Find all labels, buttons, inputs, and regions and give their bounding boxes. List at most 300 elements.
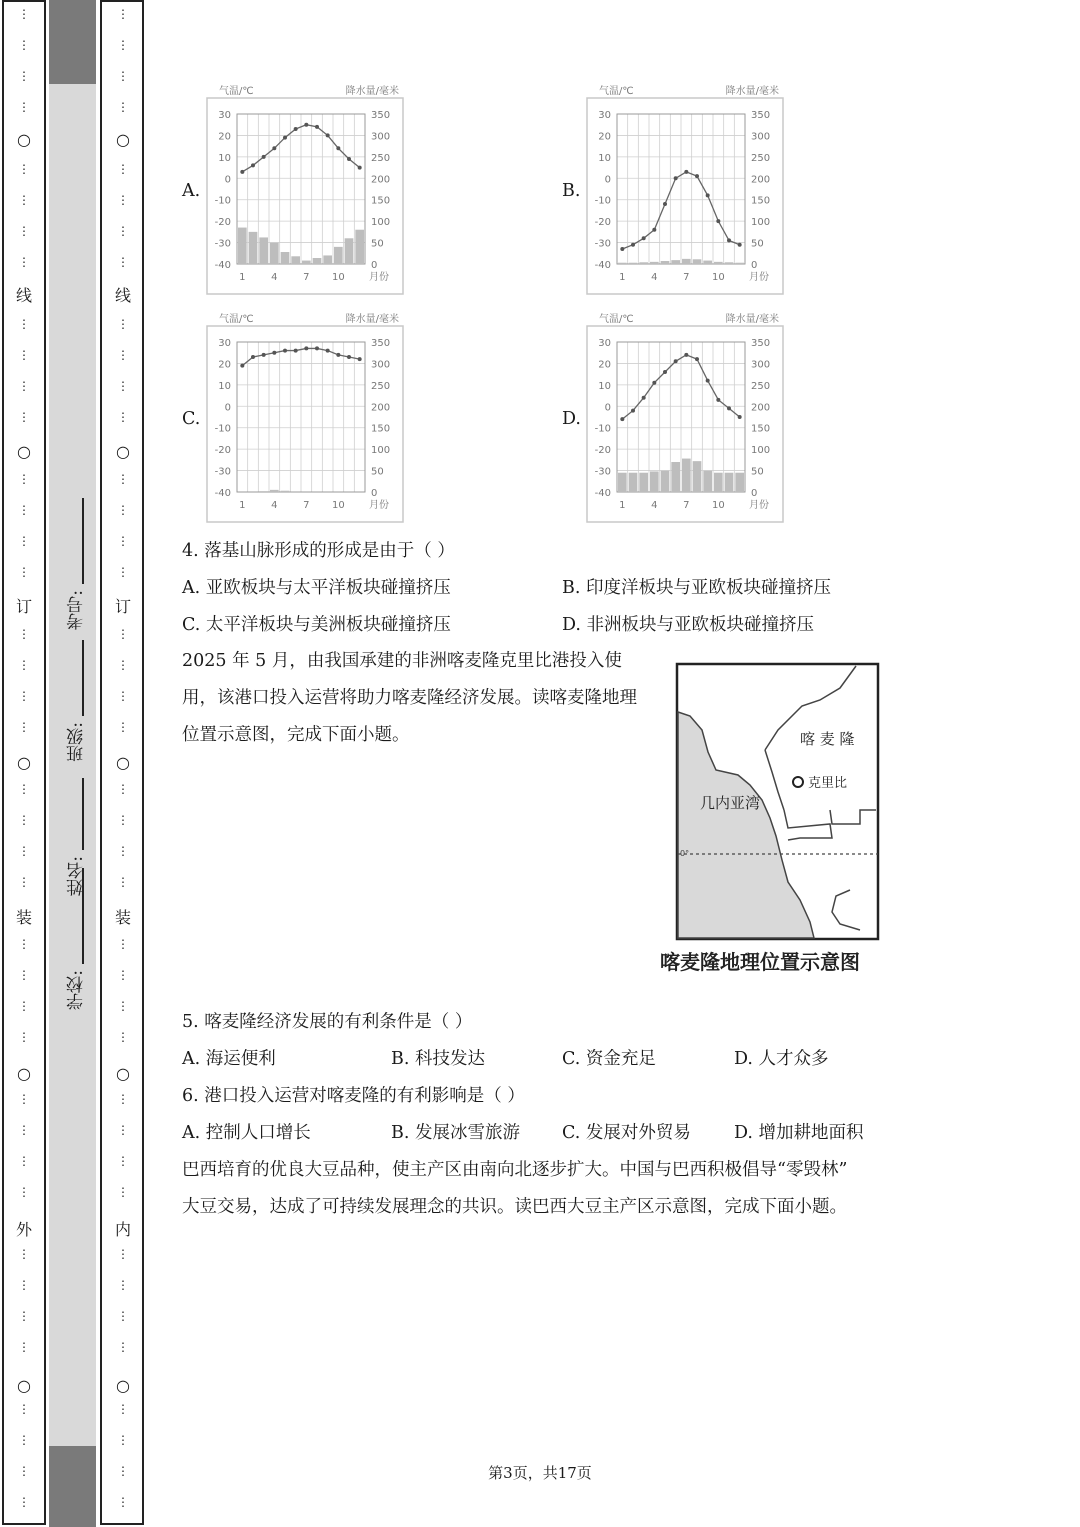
school-field-label: 学校: (67, 970, 87, 1010)
temperature-point (294, 349, 298, 353)
binding-circle: ○ (17, 442, 31, 461)
question-5-option-d[interactable]: D. 人才众多 (734, 1049, 829, 1069)
y-left-tick-label: 30 (218, 338, 231, 349)
binding-dots: ⋮ (18, 627, 30, 641)
question-5-option-c[interactable]: C. 资金充足 (562, 1049, 656, 1069)
y-left-tick-label: 20 (598, 359, 611, 371)
y-left-tick-label: 0 (604, 174, 611, 186)
binding-dots: ⋮ (117, 1247, 129, 1261)
binding-dots: ⋮ (18, 1123, 30, 1137)
binding-dots: ⋮ (18, 503, 30, 517)
y-left-tick-label: -20 (214, 217, 231, 229)
precipitation-bar (618, 263, 627, 264)
precipitation-bar (682, 259, 691, 264)
temperature-point (358, 357, 362, 361)
temperature-point (674, 359, 678, 363)
precipitation-bar (693, 461, 702, 492)
y-right-tick-label: 300 (751, 131, 771, 143)
binding-margin (0, 0, 150, 1527)
binding-dots: ⋮ (117, 7, 129, 21)
binding-dots: ⋮ (117, 193, 129, 207)
y-left-tick-label: -20 (594, 445, 611, 457)
binding-circle: ○ (116, 442, 130, 461)
temperature-point (326, 133, 330, 137)
y-left-axis-label: 气温/℃ (219, 86, 254, 97)
binding-mark: 装 (15, 908, 32, 927)
question-6-option-b[interactable]: B. 发展冰雪旅游 (391, 1123, 520, 1143)
temperature-point (294, 127, 298, 131)
precipitation-bar (629, 263, 638, 264)
y-right-tick-label: 250 (751, 152, 771, 164)
chart-option-c-label: C. (182, 409, 201, 429)
map-label-equator: 0° (680, 849, 690, 858)
binding-dots: ⋮ (117, 627, 129, 641)
x-tick-label: 10 (331, 500, 345, 511)
precipitation-bar (735, 473, 744, 492)
y-left-tick-label: 10 (218, 380, 231, 392)
binding-dots: ⋮ (117, 1309, 129, 1323)
precipitation-bar (618, 473, 627, 492)
binding-dots: ⋮ (117, 1278, 129, 1292)
y-left-tick-label: -20 (214, 445, 231, 457)
binding-dots: ⋮ (18, 1092, 30, 1106)
binding-dots: ⋮ (117, 317, 129, 331)
temperature-point (304, 346, 308, 350)
binding-dots: ⋮ (18, 844, 30, 858)
question-5-option-a[interactable]: A. 海运便利 (182, 1049, 276, 1069)
temperature-point (663, 370, 667, 374)
temperature-point (315, 346, 319, 350)
temperature-point (272, 146, 276, 150)
binding-dots: ⋮ (117, 1495, 129, 1509)
precipitation-bar (703, 261, 712, 264)
temperature-point (652, 228, 656, 232)
binding-circle: ○ (116, 1064, 130, 1083)
passage-cameroon: 2025 年 5 月，由我国承建的非洲喀麦隆克里比港投入使用，该港口投入运营将助力喀麦隆经济发展。读喀麦隆地理位置示意图，完成下面小题。 (182, 651, 637, 745)
temperature-point (642, 236, 646, 240)
binding-dots: ⋮ (18, 968, 30, 982)
precipitation-bar (725, 473, 734, 492)
binding-dots: ⋮ (117, 503, 129, 517)
binding-dots: ⋮ (117, 968, 129, 982)
question-4-option-b[interactable]: B. 印度洋板块与亚欧板块碰撞挤压 (562, 578, 831, 598)
temperature-point (727, 238, 731, 242)
temperature-point (695, 357, 699, 361)
y-right-tick-label: 50 (751, 466, 764, 478)
y-left-tick-label: 10 (598, 380, 611, 392)
x-tick-label: 7 (303, 500, 310, 511)
binding-dots: ⋮ (117, 875, 129, 889)
binding-dots: ⋮ (117, 100, 129, 114)
precipitation-bar (639, 473, 648, 492)
binding-dots: ⋮ (117, 162, 129, 176)
y-left-tick-label: 10 (218, 152, 231, 164)
class-field-label: 班级: (67, 722, 87, 762)
map-label-kribi: 克里比 (808, 776, 848, 791)
temperature-point (716, 398, 720, 402)
precipitation-bar (270, 490, 279, 492)
x-tick-label: 4 (651, 272, 658, 283)
precipitation-bar (302, 261, 311, 264)
binding-dots: ⋮ (18, 813, 30, 827)
temperature-point (695, 174, 699, 178)
y-right-axis-label: 降水量/毫米 (345, 314, 399, 325)
precipitation-bar (629, 473, 638, 492)
temperature-point (684, 353, 688, 357)
binding-dots: ⋮ (18, 875, 30, 889)
y-left-tick-label: 30 (218, 110, 231, 121)
y-right-tick-label: 150 (751, 423, 771, 435)
y-right-tick-label: 200 (751, 402, 771, 414)
binding-dots: ⋮ (18, 1402, 30, 1416)
passage-brazil-line-1: 巴西培育的优良大豆品种，使主产区由南向北逐步扩大。中国与巴西积极倡导“零毁林” (182, 1160, 848, 1180)
y-left-tick-label: 20 (598, 131, 611, 143)
y-left-tick-label: -30 (214, 238, 231, 250)
binding-dots: ⋮ (18, 255, 30, 269)
binding-dots: ⋮ (18, 100, 30, 114)
binding-circle: ○ (17, 753, 31, 772)
y-left-tick-label: 30 (598, 110, 611, 121)
y-right-axis-label: 降水量/毫米 (725, 86, 779, 97)
binding-dots: ⋮ (117, 782, 129, 796)
temperature-point (358, 166, 362, 170)
binding-dots: ⋮ (18, 1278, 30, 1292)
map-label-cameroon: 喀 麦 隆 (800, 730, 855, 748)
binding-dots: ⋮ (18, 1030, 30, 1044)
y-left-tick-label: -10 (594, 195, 611, 207)
binding-dots: ⋮ (117, 813, 129, 827)
climate-chart-c (205, 310, 405, 524)
binding-dots: ⋮ (18, 410, 30, 424)
temperature-point (738, 243, 742, 247)
y-right-tick-label: 100 (371, 445, 391, 457)
binding-dots: ⋮ (117, 1123, 129, 1137)
precipitation-bar (345, 238, 354, 264)
y-right-tick-label: 0 (371, 488, 378, 499)
binding-mark: 订 (114, 597, 131, 616)
y-right-tick-label: 350 (751, 338, 771, 349)
precipitation-bar (238, 228, 247, 264)
y-right-tick-label: 100 (371, 217, 391, 229)
y-right-tick-label: 100 (751, 445, 771, 457)
y-left-axis-label: 气温/℃ (599, 86, 634, 97)
binding-dots: ⋮ (18, 534, 30, 548)
x-tick-label: 4 (271, 272, 278, 283)
binding-dots: ⋮ (117, 379, 129, 393)
binding-dots: ⋮ (18, 224, 30, 238)
student-info-band (49, 84, 96, 1446)
temperature-point (262, 353, 266, 357)
temperature-point (674, 176, 678, 180)
y-right-tick-label: 50 (371, 238, 384, 250)
y-right-tick-label: 50 (371, 466, 384, 478)
y-left-tick-label: -10 (214, 423, 231, 435)
binding-dots: ⋮ (117, 1402, 129, 1416)
binding-dots: ⋮ (117, 255, 129, 269)
binding-dots: ⋮ (18, 782, 30, 796)
precipitation-bar (714, 473, 723, 492)
climate-chart-b (585, 82, 785, 296)
y-right-tick-label: 0 (751, 488, 758, 499)
temperature-point (663, 202, 667, 206)
y-left-tick-label: 0 (604, 402, 611, 414)
y-right-tick-label: 50 (751, 238, 764, 250)
binding-dots: ⋮ (18, 162, 30, 176)
binding-dots: ⋮ (18, 565, 30, 579)
y-left-tick-label: -40 (594, 488, 611, 499)
binding-dots: ⋮ (18, 658, 30, 672)
y-right-tick-label: 200 (751, 174, 771, 186)
temperature-point (347, 355, 351, 359)
y-right-tick-label: 0 (371, 260, 378, 271)
binding-dots: ⋮ (117, 937, 129, 951)
binding-dots: ⋮ (117, 348, 129, 362)
precipitation-bar (693, 259, 702, 264)
binding-circle: ○ (17, 1064, 31, 1083)
precipitation-bar (259, 491, 268, 492)
climate-chart-a (205, 82, 405, 296)
chart-option-d-label: D. (562, 409, 581, 429)
map-caption: 喀麦隆地理位置示意图 (660, 950, 860, 974)
y-left-tick-label: 20 (218, 131, 231, 143)
binding-dots: ⋮ (18, 1185, 30, 1199)
question-4-option-d[interactable]: D. 非洲板块与亚欧板块碰撞挤压 (562, 615, 815, 635)
precipitation-bar (650, 471, 659, 492)
binding-dots: ⋮ (117, 224, 129, 238)
binding-dots: ⋮ (117, 1433, 129, 1447)
binding-dots: ⋮ (18, 193, 30, 207)
y-left-tick-label: -10 (214, 195, 231, 207)
binding-dots: ⋮ (117, 689, 129, 703)
binding-dots: ⋮ (18, 1154, 30, 1168)
precipitation-bar (334, 247, 343, 264)
x-tick-label: 10 (331, 272, 345, 283)
question-6-option-c[interactable]: C. 发展对外贸易 (562, 1123, 691, 1143)
exam-number-field-line (82, 498, 84, 584)
binding-dots: ⋮ (18, 720, 30, 734)
binding-dots: ⋮ (117, 410, 129, 424)
climate-chart-d (585, 310, 785, 524)
x-tick-label: 1 (239, 500, 246, 511)
x-tick-label: 1 (619, 272, 626, 283)
temperature-point (631, 409, 635, 413)
precipitation-bar (281, 491, 290, 492)
binding-dots: ⋮ (18, 379, 30, 393)
binding-dots: ⋮ (117, 1030, 129, 1044)
y-left-tick-label: 20 (218, 359, 231, 371)
y-right-tick-label: 150 (751, 195, 771, 207)
precipitation-bar (661, 261, 670, 264)
y-left-tick-label: -20 (594, 217, 611, 229)
x-axis-label: 月份 (749, 272, 769, 283)
y-left-tick-label: 0 (224, 402, 231, 414)
y-left-tick-label: -30 (594, 238, 611, 250)
binding-circle: ○ (116, 1376, 130, 1395)
binding-dots: ⋮ (117, 1464, 129, 1478)
temperature-point (652, 381, 656, 385)
temperature-point (347, 157, 351, 161)
temperature-point (326, 349, 330, 353)
temperature-point (272, 351, 276, 355)
temperature-point (240, 170, 244, 174)
binding-mark: 订 (15, 597, 32, 616)
y-right-tick-label: 300 (371, 359, 391, 371)
precipitation-bar (270, 243, 279, 264)
temperature-point (251, 355, 255, 359)
x-tick-label: 7 (683, 272, 690, 283)
precipitation-bar (703, 471, 712, 492)
precipitation-bar (682, 459, 691, 492)
y-right-tick-label: 100 (751, 217, 771, 229)
binding-dots: ⋮ (117, 720, 129, 734)
temperature-point (304, 123, 308, 127)
binding-circle: ○ (116, 753, 130, 772)
temperature-point (738, 415, 742, 419)
binding-mark: 线 (15, 286, 32, 305)
binding-circle: ○ (17, 130, 31, 149)
binding-dots: ⋮ (18, 1464, 30, 1478)
binding-dots: ⋮ (18, 1247, 30, 1261)
binding-dots: ⋮ (117, 658, 129, 672)
passage-brazil-line-2: 大豆交易，达成了可持续发展理念的共识。读巴西大豆主产区示意图，完成下面小题。 (182, 1197, 847, 1217)
temperature-point (716, 219, 720, 223)
temperature-point (240, 364, 244, 368)
temperature-point (283, 136, 287, 140)
temperature-point (727, 406, 731, 410)
binding-dots: ⋮ (117, 38, 129, 52)
binding-dots: ⋮ (18, 69, 30, 83)
binding-dots: ⋮ (18, 38, 30, 52)
temperature-point (283, 349, 287, 353)
binding-dots: ⋮ (117, 1185, 129, 1199)
y-right-axis-label: 降水量/毫米 (725, 314, 779, 325)
binding-dots: ⋮ (117, 534, 129, 548)
x-tick-label: 1 (619, 500, 626, 511)
precipitation-bar (661, 471, 670, 492)
binding-dots: ⋮ (117, 844, 129, 858)
y-left-axis-label: 气温/℃ (219, 314, 254, 325)
y-right-tick-label: 250 (371, 380, 391, 392)
chart-option-b-label: B. (562, 181, 581, 201)
precipitation-bar (291, 256, 300, 264)
binding-mark: 外 (15, 1220, 32, 1239)
y-left-tick-label: -30 (214, 466, 231, 478)
map-label-gulf: 几内亚湾 (700, 794, 761, 812)
binding-dots: ⋮ (117, 565, 129, 579)
x-tick-label: 1 (239, 272, 246, 283)
temperature-point (336, 146, 340, 150)
question-4-stem: 4. 落基山脉形成的形成是由于（ ） (182, 541, 455, 561)
precipitation-bar (725, 262, 734, 264)
precipitation-bar (671, 462, 680, 492)
binding-dots: ⋮ (117, 1092, 129, 1106)
x-tick-label: 7 (303, 272, 310, 283)
page-footer: 第3页，共17页 (488, 1464, 592, 1482)
y-left-tick-label: -40 (214, 260, 231, 271)
binding-dots: ⋮ (18, 689, 30, 703)
binding-dots: ⋮ (18, 472, 30, 486)
band-top-cap (49, 0, 96, 84)
y-right-tick-label: 350 (371, 338, 391, 349)
x-axis-label: 月份 (749, 500, 769, 511)
temperature-point (706, 193, 710, 197)
y-right-tick-label: 0 (751, 260, 758, 271)
y-left-tick-label: 30 (598, 338, 611, 349)
name-field-label: 姓名: (67, 856, 87, 896)
temperature-point (620, 417, 624, 421)
x-axis-label: 月份 (369, 500, 389, 511)
x-axis-label: 月份 (369, 272, 389, 283)
binding-dots: ⋮ (18, 348, 30, 362)
temperature-point (631, 243, 635, 247)
binding-dots: ⋮ (18, 1340, 30, 1354)
temperature-point (251, 163, 255, 167)
precipitation-bar (714, 262, 723, 264)
temperature-point (315, 125, 319, 129)
binding-dots: ⋮ (18, 317, 30, 331)
y-right-tick-label: 350 (751, 110, 771, 121)
temperature-point (684, 170, 688, 174)
y-right-axis-label: 降水量/毫米 (345, 86, 399, 97)
precipitation-bar (650, 262, 659, 264)
y-left-tick-label: -40 (214, 488, 231, 499)
exam-number-field-label: 考号: (67, 590, 87, 630)
binding-dots: ⋮ (117, 1154, 129, 1168)
question-4-option-c[interactable]: C. 太平洋板块与美洲板块碰撞挤压 (182, 615, 451, 635)
question-5-option-b[interactable]: B. 科技发达 (391, 1049, 485, 1069)
y-left-tick-label: -40 (594, 260, 611, 271)
binding-dots: ⋮ (117, 69, 129, 83)
cameroon-location-map (660, 660, 900, 980)
y-right-tick-label: 250 (371, 152, 391, 164)
precipitation-bar (313, 258, 322, 264)
binding-dots: ⋮ (18, 7, 30, 21)
y-left-tick-label: 10 (598, 152, 611, 164)
binding-dots: ⋮ (18, 999, 30, 1013)
y-left-tick-label: 0 (224, 174, 231, 186)
class-field-line (82, 640, 84, 716)
question-4-option-a[interactable]: A. 亚欧板块与太平洋板块碰撞挤压 (182, 578, 451, 598)
y-left-tick-label: -30 (594, 466, 611, 478)
temperature-point (642, 396, 646, 400)
y-right-tick-label: 150 (371, 423, 391, 435)
y-left-tick-label: -10 (594, 423, 611, 435)
binding-dots: ⋮ (117, 999, 129, 1013)
precipitation-bar (249, 232, 258, 264)
binding-dots: ⋮ (18, 1495, 30, 1509)
binding-dots: ⋮ (18, 1309, 30, 1323)
precipitation-bar (639, 262, 648, 264)
precipitation-bar (323, 255, 332, 264)
binding-dots: ⋮ (18, 1433, 30, 1447)
x-tick-label: 10 (711, 500, 725, 511)
binding-dots: ⋮ (117, 1340, 129, 1354)
y-right-tick-label: 200 (371, 174, 391, 186)
x-tick-label: 4 (271, 500, 278, 511)
question-6-option-d[interactable]: D. 增加耕地面积 (734, 1123, 864, 1143)
precipitation-bar (259, 237, 268, 264)
question-6-option-a[interactable]: A. 控制人口增长 (182, 1123, 311, 1143)
precipitation-bar (735, 263, 744, 264)
x-tick-label: 10 (711, 272, 725, 283)
binding-dots: ⋮ (18, 937, 30, 951)
precipitation-bar (355, 230, 364, 264)
x-tick-label: 4 (651, 500, 658, 511)
y-right-tick-label: 350 (371, 110, 391, 121)
chart-option-a-label: A. (182, 181, 201, 201)
binding-circle: ○ (116, 130, 130, 149)
precipitation-bar (671, 260, 680, 264)
